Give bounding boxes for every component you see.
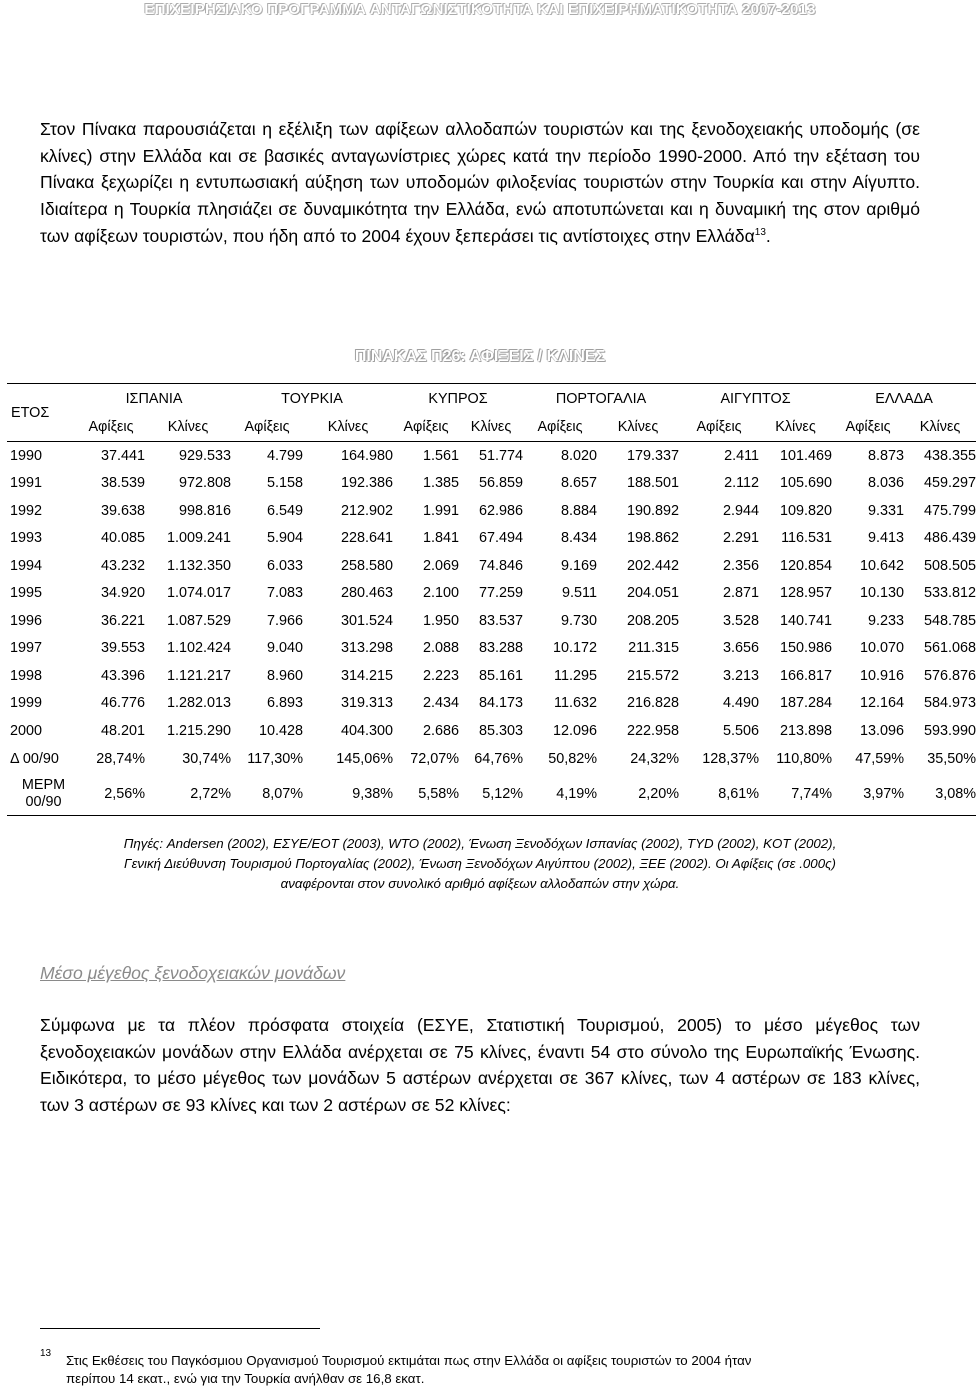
table-cell: 1.009.241	[166, 530, 231, 547]
table-cell: 561.068	[924, 640, 976, 657]
table-cell: 101.469	[780, 447, 833, 464]
table-row	[7, 525, 976, 553]
table-cell: 5.904	[266, 530, 303, 547]
table-cell: 188.501	[626, 475, 680, 492]
column-subheader: Κλίνες	[759, 413, 832, 442]
delta-cell: 117,30%	[247, 750, 303, 767]
table-cell: 9.331	[868, 502, 905, 519]
table-cell: 9.511	[562, 585, 597, 602]
table-cell: 105.690	[780, 475, 833, 492]
table-cell: 51.774	[478, 447, 523, 464]
year-cell: 1997	[10, 640, 43, 657]
table-cell: 10.916	[860, 667, 905, 684]
delta-row	[7, 745, 976, 773]
table-cell: 1.087.529	[166, 612, 231, 629]
table-cell: 202.442	[626, 557, 680, 574]
table-cell: 1.841	[422, 530, 459, 547]
merm-label-2: 00/90	[25, 793, 62, 810]
table-cell: 46.776	[100, 695, 145, 712]
table-cell: 9.413	[868, 530, 905, 547]
year-cell: 1999	[10, 695, 43, 712]
delta-label: Δ 00/90	[10, 750, 59, 767]
merm-cell: 5,12%	[459, 773, 523, 816]
table-cell: 13.096	[860, 722, 905, 739]
table-cell: 37.441	[100, 447, 145, 464]
footnote-divider	[40, 1328, 320, 1329]
table-cell: 56.859	[478, 475, 523, 492]
table-cell: 85.303	[478, 722, 523, 739]
table-cell: 998.816	[178, 502, 231, 519]
table-cell: 6.893	[266, 695, 303, 712]
table-cell: 9.169	[560, 557, 597, 574]
table-cell: 7.966	[266, 612, 303, 629]
delta-cell: 24,32%	[630, 750, 680, 767]
table-cell: 548.785	[924, 612, 976, 629]
table-cell: 179.337	[626, 447, 680, 464]
table-cell: 2.686	[422, 722, 459, 739]
running-header: ΕΠΙΧΕΙΡΗΣΙΑΚΟ ΠΡΟΓΡΑΜΜΑ ΑΝΤΑΓΩΝΙΣΤΙΚΟΤΗΤΑ ΚΑΙ ΕΠΙΧΕΙΡΗΜΑΤΙΚΟΤΗΤΑ 2007-2013	[144, 1, 816, 18]
footnote-ref[interactable]: 13	[754, 226, 766, 238]
year-cell: 1990	[10, 447, 43, 464]
country-header: ΙΣΠΑΝΙΑ	[77, 384, 231, 414]
country-header: ΠΟΡΤΟΓΑΛΙΑ	[523, 384, 679, 414]
delta-cell: 47,59%	[855, 750, 905, 767]
year-cell: 1991	[10, 475, 43, 492]
table-cell: 1.385	[422, 475, 459, 492]
table-cell: 10.130	[860, 585, 905, 602]
table-cell: 109.820	[780, 502, 833, 519]
column-subheader: Αφίξεις	[832, 413, 904, 442]
table-cell: 8.873	[868, 447, 905, 464]
table-cell: 2.871	[723, 585, 760, 602]
section-paragraph	[40, 1012, 920, 1118]
footnote-text	[66, 1352, 926, 1388]
table-cell: 228.641	[340, 530, 393, 547]
year-cell: 1995	[10, 585, 43, 602]
table-cell: 8.657	[560, 475, 597, 492]
country-header: ΑΙΓΥΠΤΟΣ	[679, 384, 832, 414]
table-cell: 222.958	[626, 722, 680, 739]
table-cell: 2.411	[724, 447, 760, 464]
delta-cell: 28,74%	[96, 750, 145, 767]
footnote-line-2: περίπου 14 εκατ., ενώ για την Τουρκία ανήλθαν σε 16,8 εκατ.	[66, 1371, 425, 1386]
column-subheader: Κλίνες	[904, 413, 976, 442]
table-cell: 39.553	[100, 640, 145, 657]
table-cell: 6.033	[266, 557, 303, 574]
table-cell: 2.356	[723, 557, 760, 574]
country-header: ΕΛΛΑΔΑ	[832, 384, 976, 414]
table-cell: 3.528	[723, 612, 760, 629]
merm-cell: 5,58%	[393, 773, 459, 816]
year-cell: 1994	[10, 557, 43, 574]
table-cell: 929.533	[178, 447, 231, 464]
table-cell: 192.386	[340, 475, 393, 492]
table-cell: 10.642	[860, 557, 905, 574]
table-cell: 34.920	[100, 585, 145, 602]
column-subheader: Κλίνες	[303, 413, 393, 442]
column-subheader: Κλίνες	[459, 413, 523, 442]
table-row	[7, 662, 976, 690]
table-cell: 486.439	[924, 530, 976, 547]
table-cell: 213.898	[780, 722, 833, 739]
table-row	[7, 580, 976, 608]
table-cell: 2.100	[422, 585, 459, 602]
table-row	[7, 470, 976, 498]
table-cell: 2.434	[422, 695, 459, 712]
table-cell: 475.799	[924, 502, 976, 519]
table-row	[7, 552, 976, 580]
table-row	[7, 690, 976, 718]
table-cell: 1.991	[422, 502, 459, 519]
footnote-number: 13	[40, 1348, 52, 1359]
intro-end: .	[765, 225, 771, 246]
table-cell: 204.051	[626, 585, 680, 602]
table-cell: 314.215	[340, 667, 393, 684]
table-cell: 116.531	[781, 530, 833, 547]
source-line-1: Πηγές: Andersen (2002), ΕΣΥΕ/ΕΟΤ (2003), WTO (2002), Ένωση Ξενοδόχων Ισπανίας (2002), TYD (2002), KOT (2002),	[123, 836, 837, 851]
table-cell: 10.172	[552, 640, 597, 657]
table-cell: 187.284	[780, 695, 833, 712]
table-cell: 39.638	[100, 502, 145, 519]
table-cell: 128.957	[780, 585, 833, 602]
column-subheader: Αφίξεις	[523, 413, 597, 442]
section-heading: Μέσο μέγεθος ξενοδοχειακών μονάδων	[40, 963, 346, 983]
year-cell: 1993	[10, 530, 43, 547]
column-subheader: Αφίξεις	[679, 413, 759, 442]
delta-cell: 64,76%	[474, 750, 523, 767]
table-row	[7, 497, 976, 525]
table-cell: 9.233	[868, 612, 905, 629]
table-cell: 190.892	[626, 502, 680, 519]
table-cell: 8.960	[266, 667, 303, 684]
table-cell: 8.036	[868, 475, 905, 492]
table-cell: 166.817	[780, 667, 833, 684]
table-cell: 120.854	[780, 557, 833, 574]
merm-cell: 7,74%	[759, 773, 832, 816]
intro-paragraph	[40, 116, 920, 250]
subheader-row	[7, 413, 976, 442]
table-cell: 1.950	[422, 612, 459, 629]
table-cell: 576.876	[924, 667, 976, 684]
year-cell: 2000	[10, 722, 43, 739]
table-cell: 2.112	[724, 475, 760, 492]
source-line-3: αναφέρονται στον συνολικό αριθμό αφίξεων αλλοδαπών στην χώρα.	[280, 876, 680, 891]
table-source	[40, 834, 920, 894]
table-cell: 533.812	[924, 585, 976, 602]
section-text: Σύμφωνα με τα πλέον πρόσφατα στοιχεία (ΕΣΥΕ, Στατιστική Τουρισμού, 2005) το μέσο μέγεθος των ξενοδοχειακών μονάδων στην Ελλάδα ανέρχεται σε 75 κλίνες, έναντι 54 στο σύνολο της Ευρωπαϊκής Ένωσης. Ειδικότερα, το μέσο μέγεθος των μονάδων 5 αστέρων ανέρχεται σε 367 κλίνες, των 4 αστέρων σε 183 κλίνες, των 3 αστέρων σε 93 κλίνες και των 2 αστέρων σε 52 κλίνες:	[40, 1015, 920, 1115]
table-cell: 1.561	[422, 447, 459, 464]
delta-cell: 110,80%	[776, 750, 833, 767]
merm-row	[7, 773, 976, 816]
table-cell: 211.315	[628, 640, 680, 657]
table-cell: 198.862	[626, 530, 680, 547]
table-row	[7, 442, 976, 470]
delta-cell: 72,07%	[410, 750, 459, 767]
table-cell: 2.944	[723, 502, 760, 519]
table-cell: 7.083	[266, 585, 303, 602]
table-cell: 438.355	[924, 447, 976, 464]
table-cell: 313.298	[340, 640, 393, 657]
country-header-row	[7, 384, 976, 414]
merm-label-1: ΜΕΡΜ	[21, 776, 66, 793]
delta-cell: 128,37%	[702, 750, 760, 767]
table-cell: 140.741	[780, 612, 833, 629]
delta-cell: 50,82%	[548, 750, 597, 767]
table-cell: 301.524	[340, 612, 393, 629]
year-cell: 1992	[10, 502, 43, 519]
table-cell: 8.434	[560, 530, 597, 547]
table-cell: 12.164	[860, 695, 905, 712]
table-cell: 11.632	[554, 695, 597, 712]
table-cell: 74.846	[478, 557, 523, 574]
merm-cell: 2,72%	[145, 773, 231, 816]
table-cell: 8.884	[560, 502, 597, 519]
table-cell: 77.259	[478, 585, 523, 602]
table-cell: 258.580	[340, 557, 393, 574]
column-subheader: Αφίξεις	[393, 413, 459, 442]
table-cell: 2.223	[422, 667, 459, 684]
merm-cell: 4,19%	[523, 773, 597, 816]
source-line-2: Γενική Διεύθυνση Τουρισμού Πορτογαλίας (2002), Ένωση Ξενοδόχων Αιγύπτου (2002), ΞΕΕ (2002). Οι Αφίξεις (σε .000ς)	[123, 856, 836, 871]
table-cell: 1.121.217	[166, 667, 231, 684]
delta-cell: 35,50%	[927, 750, 976, 767]
table-cell: 67.494	[478, 530, 523, 547]
table-cell: 164.980	[340, 447, 393, 464]
table-cell: 215.572	[626, 667, 680, 684]
table-cell: 2.291	[723, 530, 760, 547]
table-cell: 584.973	[924, 695, 976, 712]
merm-cell: 3,08%	[904, 773, 976, 816]
table-cell: 4.799	[266, 447, 303, 464]
delta-cell: 145,06%	[336, 750, 393, 767]
table-row	[7, 635, 976, 663]
table-cell: 3.656	[723, 640, 760, 657]
table-title: ΠΙΝΑΚΑΣ Π26: ΑΦΙΞΕΙΣ / ΚΛΙΝΕΣ	[354, 348, 606, 365]
table-cell: 10.428	[258, 722, 303, 739]
country-header: ΤΟΥΡΚΙΑ	[231, 384, 393, 414]
arrivals-beds-table	[7, 383, 976, 816]
column-subheader: Αφίξεις	[231, 413, 303, 442]
table-cell: 48.201	[100, 722, 145, 739]
delta-cell: 30,74%	[182, 750, 231, 767]
table-cell: 1.102.424	[166, 640, 231, 657]
column-subheader: Αφίξεις	[77, 413, 145, 442]
year-cell: 1998	[10, 667, 43, 684]
column-subheader: Κλίνες	[597, 413, 679, 442]
table-row	[7, 717, 976, 745]
table-cell: 208.205	[626, 612, 680, 629]
table-cell: 1.074.017	[166, 585, 231, 602]
country-header: ΚΥΠΡΟΣ	[393, 384, 523, 414]
table-cell: 40.085	[100, 530, 145, 547]
table-cell: 972.808	[178, 475, 231, 492]
table-cell: 83.537	[478, 612, 523, 629]
table-cell: 459.297	[924, 475, 976, 492]
table-cell: 1.282.013	[166, 695, 231, 712]
merm-cell: 9,38%	[303, 773, 393, 816]
table-cell: 9.040	[266, 640, 303, 657]
table-cell: 43.232	[100, 557, 145, 574]
table-cell: 6.549	[266, 502, 303, 519]
footnote-line-1: Στις Εκθέσεις του Παγκόσμιου Οργανισμού Τουρισμού εκτιμάται πως στην Ελλάδα οι αφίξεις τουριστών το 2004 ήταν	[66, 1353, 752, 1368]
table-cell: 150.986	[780, 640, 833, 657]
table-cell: 9.730	[560, 612, 597, 629]
table-cell: 2.088	[422, 640, 459, 657]
table-cell: 11.295	[554, 667, 597, 684]
merm-cell: 2,20%	[597, 773, 679, 816]
table-cell: 3.213	[723, 667, 760, 684]
table-cell: 84.173	[478, 695, 523, 712]
table-cell: 43.396	[100, 667, 145, 684]
merm-cell: 3,97%	[832, 773, 904, 816]
table-cell: 85.161	[478, 667, 523, 684]
table-cell: 212.902	[340, 502, 393, 519]
table-cell: 4.490	[723, 695, 760, 712]
table-cell: 8.020	[560, 447, 597, 464]
year-header: ΕΤΟΣ	[7, 384, 77, 442]
table-cell: 5.158	[266, 475, 303, 492]
table-cell: 83.288	[478, 640, 523, 657]
table-cell: 319.313	[340, 695, 393, 712]
table-cell: 5.506	[723, 722, 760, 739]
table-cell: 36.221	[100, 612, 145, 629]
column-subheader: Κλίνες	[145, 413, 231, 442]
table-row	[7, 607, 976, 635]
intro-text: Στον Πίνακα παρουσιάζεται η εξέλιξη των αφίξεων αλλοδαπών τουριστών και της ξενοδοχειακής υποδομής (σε κλίνες) στην Ελλάδα και σε βασικές ανταγωνίστριες χώρες κατά την περίοδο 1990-2000. Από την εξέταση του Πίνακα ξεχωρίζει η εντυπωσιακή αύξηση των υποδομών φιλοξενίας τουριστών στην Τουρκία και στην Αίγυπτο. Ιδιαίτερα η Τουρκία πλησιάζει σε δυναμικότητα την Ελλάδα, ενώ αποτυπώνεται και η δυναμική της στον αριθμό των αφίξεων τουριστών, που ήδη από το 2004 έχουν ξεπεράσει τις αντίστοιχες στην Ελλάδα	[40, 119, 920, 246]
merm-label	[7, 773, 77, 816]
table-cell: 1.132.350	[166, 557, 231, 574]
table-cell: 12.096	[552, 722, 597, 739]
table-cell: 508.505	[924, 557, 976, 574]
table-cell: 2.069	[422, 557, 459, 574]
merm-cell: 8,61%	[679, 773, 759, 816]
merm-cell: 8,07%	[231, 773, 303, 816]
table-cell: 593.990	[924, 722, 976, 739]
merm-cell: 2,56%	[77, 773, 145, 816]
table-cell: 404.300	[340, 722, 393, 739]
table-cell: 280.463	[340, 585, 393, 602]
table-cell: 62.986	[478, 502, 523, 519]
table-cell: 38.539	[100, 475, 145, 492]
table-cell: 10.070	[860, 640, 905, 657]
year-cell: 1996	[10, 612, 43, 629]
table-cell: 1.215.290	[166, 722, 231, 739]
table-cell: 216.828	[626, 695, 680, 712]
